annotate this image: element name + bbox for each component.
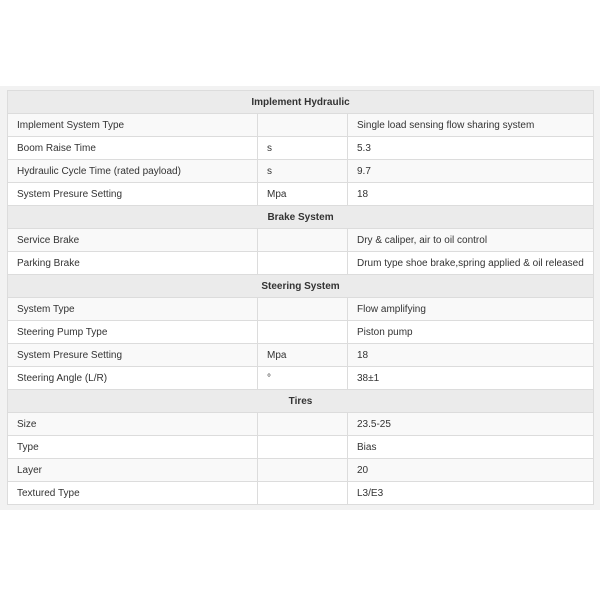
spec-label: Size <box>8 413 258 436</box>
spec-unit <box>258 114 348 137</box>
spec-label: Service Brake <box>8 229 258 252</box>
spec-unit <box>258 482 348 505</box>
table-row <box>8 482 594 505</box>
spec-label: Layer <box>8 459 258 482</box>
spec-value: 5.3 <box>348 137 594 160</box>
spec-unit <box>258 252 348 275</box>
specifications-table <box>7 90 594 505</box>
table-row <box>8 229 594 252</box>
specifications-body <box>8 91 594 505</box>
table-row <box>8 298 594 321</box>
spec-label: System Presure Setting <box>8 344 258 367</box>
spec-label: Textured Type <box>8 482 258 505</box>
spec-unit <box>258 436 348 459</box>
spec-value: Piston pump <box>348 321 594 344</box>
table-row <box>8 160 594 183</box>
spec-value: Single load sensing flow sharing system <box>348 114 594 137</box>
section-header <box>8 91 594 114</box>
spec-unit: s <box>258 137 348 160</box>
table-row <box>8 367 594 390</box>
table-row <box>8 321 594 344</box>
table-row <box>8 413 594 436</box>
spec-label: Type <box>8 436 258 459</box>
spec-unit: ° <box>258 367 348 390</box>
spec-label: Implement System Type <box>8 114 258 137</box>
spec-label: Steering Pump Type <box>8 321 258 344</box>
spec-unit <box>258 298 348 321</box>
spec-value: Dry & caliper, air to oil control <box>348 229 594 252</box>
spec-value: Drum type shoe brake,spring applied & oil released <box>348 252 594 275</box>
spec-value: 23.5-25 <box>348 413 594 436</box>
spec-unit <box>258 459 348 482</box>
spec-value: 18 <box>348 344 594 367</box>
table-row <box>8 252 594 275</box>
spec-unit <box>258 321 348 344</box>
spec-value: 38±1 <box>348 367 594 390</box>
spec-unit: Mpa <box>258 344 348 367</box>
table-row <box>8 436 594 459</box>
section-header <box>8 275 594 298</box>
spec-unit: Mpa <box>258 183 348 206</box>
spec-value: 18 <box>348 183 594 206</box>
section-title: Brake System <box>8 206 594 229</box>
table-row <box>8 459 594 482</box>
spec-label: Boom Raise Time <box>8 137 258 160</box>
spec-label: Steering Angle (L/R) <box>8 367 258 390</box>
spec-value: Flow amplifying <box>348 298 594 321</box>
spec-unit <box>258 413 348 436</box>
spec-label: Hydraulic Cycle Time (rated payload) <box>8 160 258 183</box>
section-header <box>8 390 594 413</box>
spec-label: System Presure Setting <box>8 183 258 206</box>
spec-value: 9.7 <box>348 160 594 183</box>
section-title: Tires <box>8 390 594 413</box>
spec-label: System Type <box>8 298 258 321</box>
table-row <box>8 183 594 206</box>
spec-unit <box>258 229 348 252</box>
table-row <box>8 344 594 367</box>
spec-label: Parking Brake <box>8 252 258 275</box>
spec-unit: s <box>258 160 348 183</box>
section-title: Steering System <box>8 275 594 298</box>
spec-value: 20 <box>348 459 594 482</box>
section-header <box>8 206 594 229</box>
table-row <box>8 137 594 160</box>
section-title: Implement Hydraulic <box>8 91 594 114</box>
spec-value: Bias <box>348 436 594 459</box>
spec-value: L3/E3 <box>348 482 594 505</box>
table-row <box>8 114 594 137</box>
